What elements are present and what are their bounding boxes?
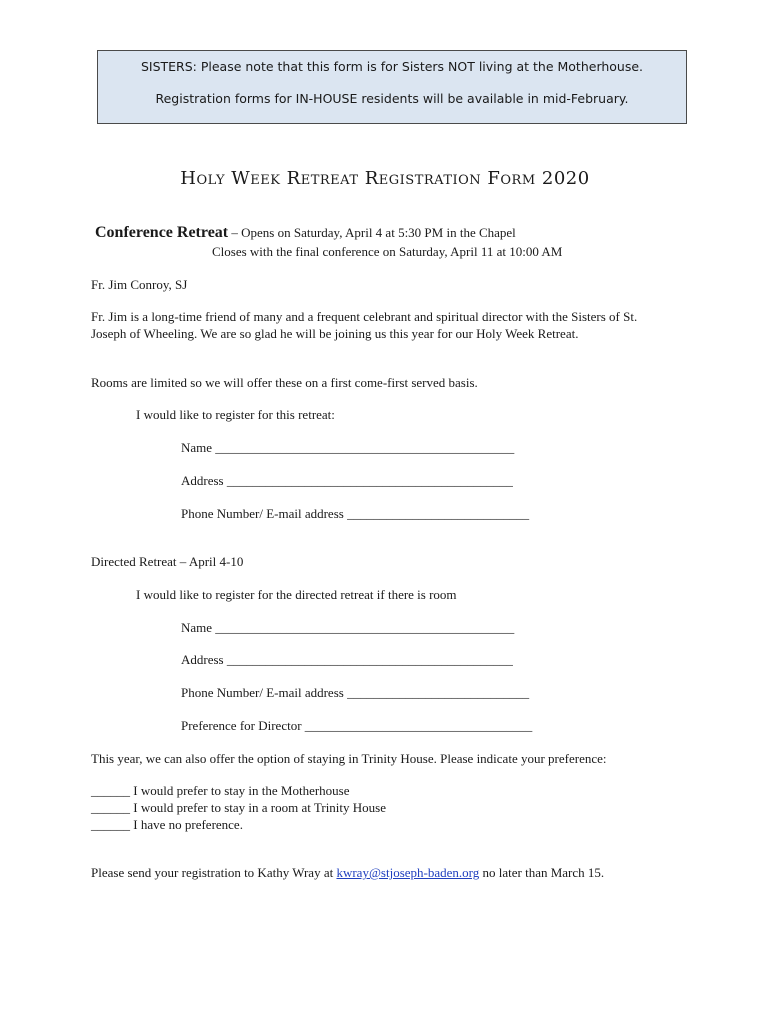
conference-heading: Conference Retreat xyxy=(95,224,229,241)
directed-heading: Directed Retreat – April 4-10 xyxy=(91,554,244,569)
form-title: Holy Week Retreat Registration Form 2020 xyxy=(180,168,590,189)
presenter-name: Fr. Jim Conroy, SJ xyxy=(91,277,188,292)
send-registration-note xyxy=(91,865,604,881)
presenter-bio-line-2: Joseph of Wheeling. We are so glad he will be joining us this year for our Holy Week Retreat. xyxy=(91,326,579,341)
send-suffix: no later than March 15. xyxy=(479,865,605,880)
trinity-option-trinity-house[interactable]: ______ I would prefer to stay in a room at Trinity House xyxy=(91,800,386,815)
notice-box xyxy=(97,50,687,124)
trinity-option-no-preference[interactable]: ______ I have no preference. xyxy=(91,817,243,832)
conference-heading-line xyxy=(95,225,516,241)
rooms-note: Rooms are limited so we will offer these on a first come-first served basis. xyxy=(91,375,478,390)
director-preference-field[interactable]: Preference for Director ___________________________________ xyxy=(181,718,533,733)
conference-closes: Closes with the final conference on Saturday, April 11 at 10:00 AM xyxy=(212,244,563,259)
notice-line-1: SISTERS: Please note that this form is for Sisters NOT living at the Motherhouse. xyxy=(140,59,644,74)
conference-address-field[interactable]: Address ____________________________________________ xyxy=(181,473,513,488)
conference-name-field[interactable]: Name ______________________________________________ xyxy=(181,440,515,455)
conference-phone-field[interactable]: Phone Number/ E-mail address ____________________________ xyxy=(181,506,530,521)
notice-line-2: Registration forms for IN-HOUSE residents will be available in mid-February. xyxy=(155,91,629,106)
conference-register-prompt: I would like to register for this retreat: xyxy=(136,407,335,422)
directed-phone-field[interactable]: Phone Number/ E-mail address ____________________________ xyxy=(181,685,530,700)
trinity-prompt: This year, we can also offer the option of staying in Trinity House. Please indicate your preference: xyxy=(91,751,607,766)
directed-address-field[interactable]: Address ____________________________________________ xyxy=(181,652,513,667)
directed-name-field[interactable]: Name ______________________________________________ xyxy=(181,620,515,635)
email-link[interactable]: kwray@stjoseph-baden.org xyxy=(336,865,480,880)
trinity-option-motherhouse[interactable]: ______ I would prefer to stay in the Motherhouse xyxy=(91,783,350,798)
send-prefix: Please send your registration to Kathy Wray at xyxy=(91,865,337,880)
directed-register-prompt: I would like to register for the directed retreat if there is room xyxy=(136,587,457,602)
presenter-bio-line-1: Fr. Jim is a long-time friend of many and a frequent celebrant and spiritual director with the Sisters of St. xyxy=(91,309,638,324)
conference-opens: – Opens on Saturday, April 4 at 5:30 PM in the Chapel xyxy=(228,225,516,240)
